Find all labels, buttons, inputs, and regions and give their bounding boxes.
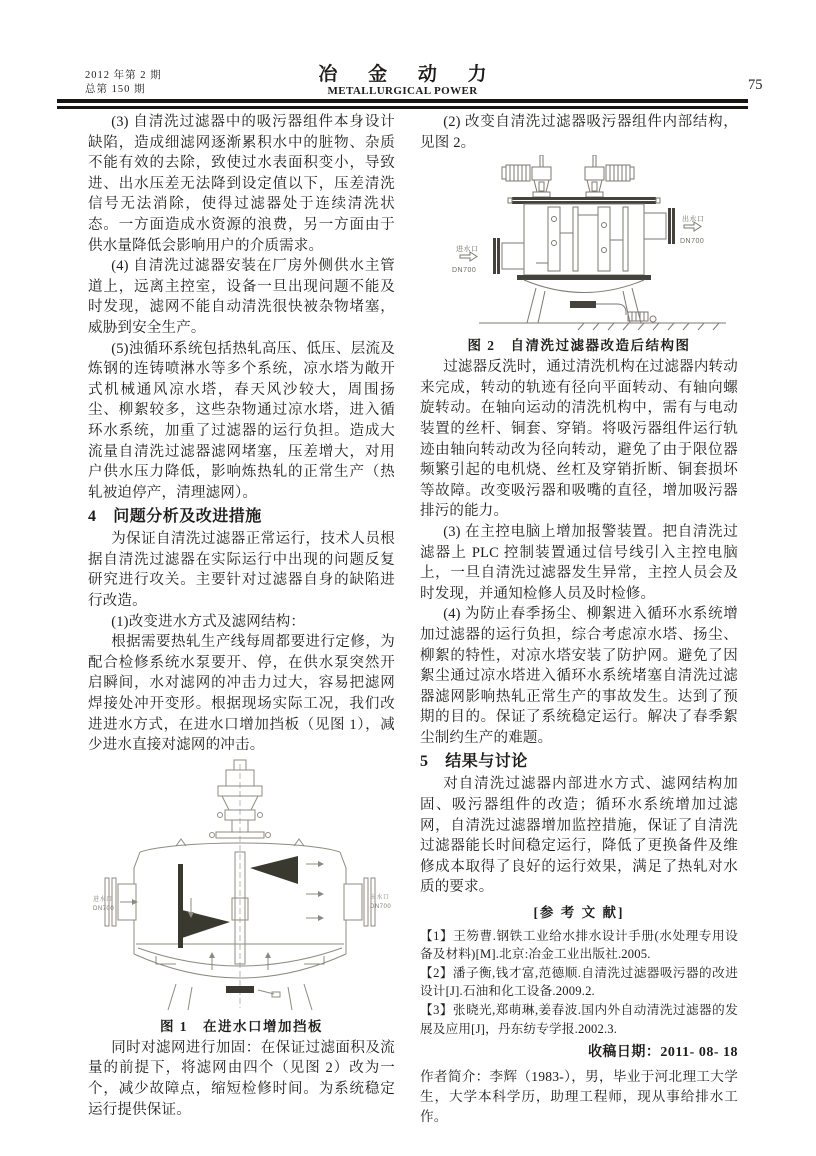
paragraph-measure-4: (4) 为防止春季扬尘、柳絮进入循环水系统增加过滤器的运行负担，综合考虑凉水塔、扬尘、柳絮的特性，对凉水塔安装了防护网。避免了因絮尘通过凉水塔进入循环水系统堵塞自清洗过滤器滤网影响热轧正常生产的事故发生。达到了预期的目的。保证了系统稳定运行。解决了春季絮尘制约生产的难题。	[420, 606, 738, 746]
paragraph-results: 对自清洗过滤器内部进水方式、滤网结构加固、吸污器组件的改造；循环水系统增加过滤网，自清洗过滤器增加监控措施，保证了自清洗过滤器能长时间稳定运行，降低了更换备件及维修成本取得了良好的运行效果，满足了热轧对水质的要求。	[420, 776, 738, 896]
right-column	[420, 112, 738, 1127]
section-5-heading	[420, 751, 738, 772]
paragraph-defect-5: (5)浊循环系统包括热轧高压、低压、层流及炼钢的连铸喷淋水等多个系统，凉水塔为敞开式机械通风凉水塔，春天风沙较大，周围扬尘、柳絮较多，这些杂物通过凉水塔，进入循环水系统，加重了过滤器的运行负担。造成大流量自清洗过滤器滤网堵塞，压差增大，对用户供水压力降低，影响炼热轧的正常生产（热轧被迫停产，清理滤网）。	[88, 340, 395, 501]
journal-title-en: METALLURGICAL POWER	[327, 85, 478, 97]
figure2	[420, 155, 738, 354]
paragraph-measure-2: (2) 改变自清洗过滤器吸污器组件内部结构，见图 2。	[420, 114, 738, 151]
section-5-title: 结果与讨论	[445, 753, 528, 771]
paragraph-measure-1-title: (1)改变进水方式及滤网结构：	[111, 613, 306, 630]
paragraph-measure-1-body: 根据需要热轧生产线每周都要进行定修，为配合检修系统水泵要开、停，在供水泵突然开启瞬间，水对滤网的冲击力过大，容易把滤网焊接处冲开变形。根据现场实际工况，我们改进进水方式，在进水口增加挡板（见图 1），减少进水直接对滤网的冲击。	[88, 634, 395, 754]
figure1-inlet-dn: DN700	[92, 905, 114, 912]
journal-masthead	[57, 64, 748, 98]
section-4-number: 4	[88, 508, 97, 526]
author-bio: 作者简介：李辉（1983-），男，毕业于河北理工大学生，大学本科学历，助理工程师，现从事给排水工作。	[420, 1068, 738, 1124]
references-heading: [参 考 文 献]	[533, 905, 625, 921]
issue-number: 2012 年第 2 期	[85, 70, 162, 81]
section-4-heading	[88, 506, 395, 527]
issue-total: 总第 150 期	[85, 83, 146, 95]
paragraph-defect-4: (4) 自清洗过滤器安装在厂房外侧供水主管道上，远离主控室，设备一旦出现问题不能及时发现，滤网不能自动清洗很快被杂物堵塞，威胁到安全生产。	[88, 258, 395, 336]
figure2-diagram	[424, 155, 734, 335]
figure1-diagram	[92, 758, 392, 1016]
reference-2: 【2】潘子衡,钱才富,范德顺.自清洗过滤器吸污器的改进设计[J].石油和化工设备.2009.2.	[420, 965, 738, 999]
figure1-inlet-label: 进水口	[92, 896, 113, 903]
figure1-outlet-dn: DN700	[369, 903, 391, 910]
header-rule-thick	[57, 99, 748, 103]
reference-1: 【1】王笏曹.钢铁工业给水排水设计手册(水处理专用设备及材料)[M].北京:冶金工业出版社.2005.	[420, 928, 738, 962]
paragraph-defect-3: (3) 自清洗过滤器中的吸污器组件本身设计缺陷，造成细滤网逐渐累积水中的脏物、杂质不能有效的去除，致使过水表面积变小，导致进、出水压差无法降到设定值以下，压差清洗信号无法消除，使得过滤器处于连续清洗状态。一方面造成水资源的浪费，另一方面由于供水量降低会影响用户的介质需求。	[88, 114, 395, 254]
page-number: 75	[748, 77, 763, 93]
section-4-title: 问题分析及改进措施	[113, 508, 262, 526]
paragraph-mesh-reinforce: 同时对滤网进行加固：在保证过滤面积及流量的前提下，将滤网由四个（见图 2）改为一个，减少故障点，缩短检修时间。为系统稳定运行提供保证。	[88, 1039, 395, 1118]
section-5-number: 5	[420, 753, 429, 771]
left-column	[88, 112, 395, 1120]
figure2-inlet-label: 进水口	[456, 246, 479, 254]
figure1-caption: 图 1 在进水口增加挡板	[159, 1018, 324, 1034]
figure2-outlet-label: 出水口	[682, 216, 705, 224]
figure2-caption: 图 2 自清洗过滤器改造后结构图	[467, 338, 691, 354]
figure2-inlet-dn: DN700	[452, 267, 477, 275]
figure1-outlet-label: 出水口	[369, 894, 390, 901]
received-date: 收稿日期：2011- 08- 18	[587, 1045, 738, 1061]
figure2-outlet-dn: DN700	[680, 238, 705, 246]
figure1	[88, 758, 395, 1035]
paragraph-measures-intro: 为保证自清洗过滤器正常运行，技术人员根据自清洗过滤器在实际运行中出现的问题反复研究进行攻关。主要针对过滤器自身的缺陷进行改造。	[88, 531, 395, 610]
reference-3: 【3】张晓光,郑萌琳,姜春波.国内外自动清洗过滤器的发展及应用[J]，丹东纺专学报.2002.3.	[420, 1003, 738, 1036]
header-rule-thin	[57, 106, 748, 109]
paragraph-measure-3: (3) 在主控电脑上增加报警装置。把自清洗过滤器上 PLC 控制装置通过信号线引入主控电脑上，一旦自清洗过滤器发生异常，主控人员会及时发现，并通知检修人员及时检修。	[420, 523, 738, 602]
paragraph-backwash: 过滤器反洗时，通过清洗机构在过滤器内转动来完成，转动的轨迹有径向平面转动、有轴向螺旋转动。在轴向运动的清洗机构中，需有与电动装置的丝杆、铜套、穿销。将吸污器组件运行轨迹由轴向转动改为径向转动，避免了由于限位器频繁引起的电机烧、丝杠及穿销折断、铜套损坏等故障。改变吸污器和吸嘴的直径，增加吸污器排污的能力。	[420, 359, 738, 520]
journal-title-cn: 冶 金 动 力	[318, 64, 500, 85]
